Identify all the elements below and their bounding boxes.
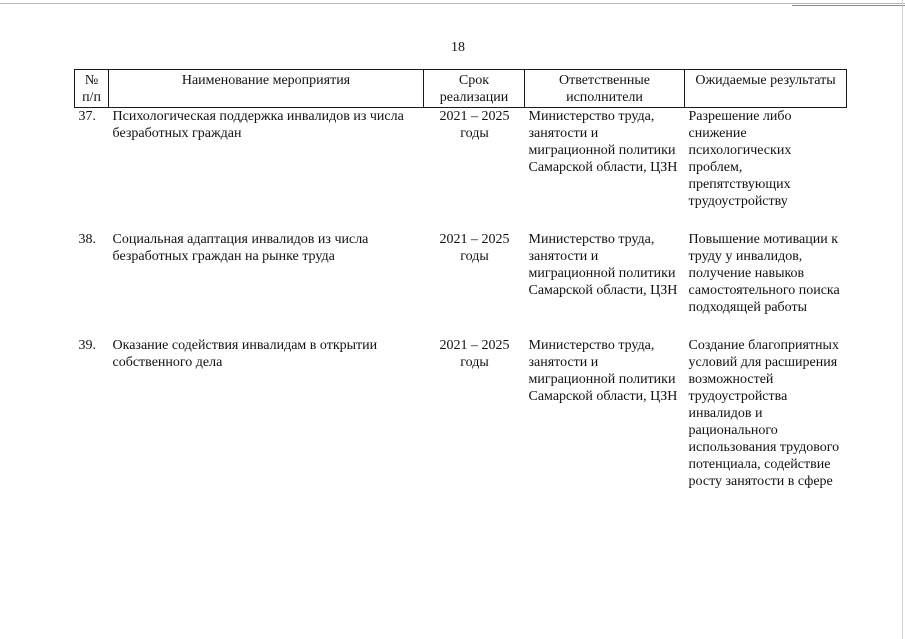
row-number: 39. (78, 338, 96, 353)
header-name: Наименование мероприятия (109, 70, 424, 108)
row-results: Разрешение либо снижение психологических проблем, препятствующих трудоустройству (688, 109, 792, 209)
row-name: Социальная адаптация инвалидов из числа безработных граждан на рынке труда (112, 232, 369, 264)
row-term: 2021 – 2025 годы (439, 338, 510, 370)
table-row (75, 108, 847, 211)
row-spacer (75, 210, 847, 231)
row-number: 38. (78, 232, 96, 247)
row-spacer (75, 316, 847, 337)
row-executors: Министерство труда, занятости и миграционной политики Самарской области, ЦЗН (528, 109, 678, 175)
row-number: 37. (78, 109, 96, 124)
table-row (75, 337, 847, 490)
table-header-row (75, 70, 847, 108)
row-term: 2021 – 2025 годы (439, 109, 510, 141)
page-top-right-edge (792, 5, 905, 6)
table-row (75, 231, 847, 316)
page-top-edge (0, 3, 905, 4)
measures-table (74, 69, 847, 490)
row-results: Повышение мотивации к труду у инвалидов, получение навыков самостоятельного поиска подходящей работы (688, 232, 840, 315)
header-number: № п/п (75, 70, 109, 108)
row-name: Оказание содействия инвалидам в открытии собственного дела (112, 338, 378, 370)
header-term: Срок реализации (424, 70, 525, 108)
row-executors: Министерство труда, занятости и миграционной политики Самарской области, ЦЗН (528, 338, 678, 404)
page-right-edge (902, 0, 903, 639)
page-number: 18 (451, 40, 465, 55)
row-executors: Министерство труда, занятости и миграционной политики Самарской области, ЦЗН (528, 232, 678, 298)
row-name: Психологическая поддержка инвалидов из числа безработных граждан (112, 109, 404, 141)
row-results: Создание благоприятных условий для расширения возможностей трудоустройства инвалидов и рационального использования трудового потенциала, содействие росту занятости в сфере (688, 338, 840, 489)
header-results: Ожидаемые результаты (685, 70, 847, 108)
header-executors: Ответственные исполнители (525, 70, 685, 108)
row-term: 2021 – 2025 годы (439, 232, 510, 264)
